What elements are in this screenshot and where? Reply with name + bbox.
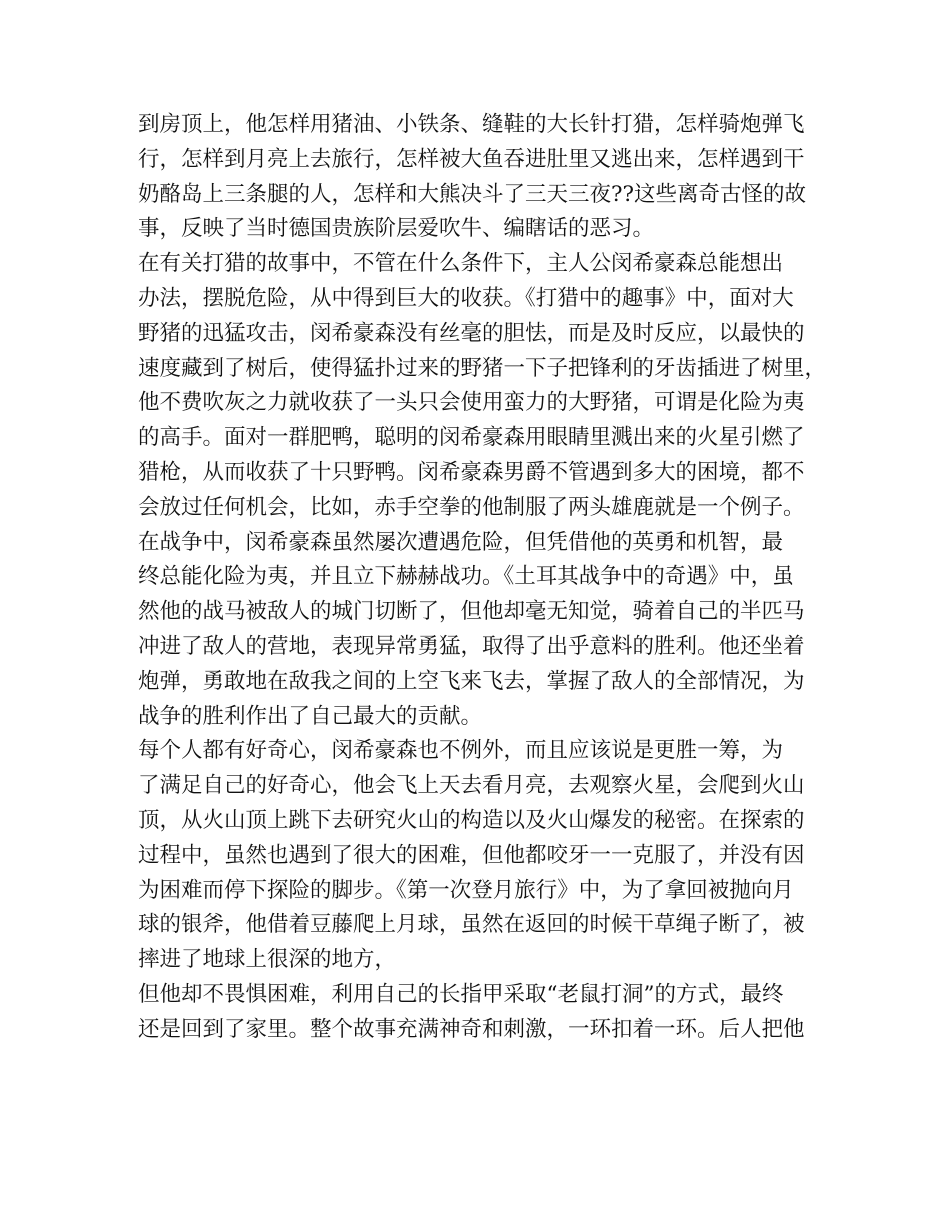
text-line: 还是回到了家里。整个故事充满神奇和刺激，一环扣着一环。后人把他 (138, 1016, 805, 1042)
text-line: 在有关打猎的故事中，不管在什么条件下，主人公闵希豪森总能想出 (138, 251, 784, 277)
text-line: 战争的胜利作出了自己最大的贡献。 (138, 703, 483, 729)
text-line: 他不费吹灰之力就收获了一头只会使用蛮力的大野猪，可谓是化险为夷 (138, 390, 805, 416)
text-line: 冲进了敌人的营地，表现异常勇猛，取得了出乎意料的胜利。他还坐着 (138, 633, 805, 659)
text-line: 球的银斧，他借着豆藤爬上月球，虽然在返回的时候干草绳子断了，被 (138, 912, 805, 938)
text-line: 但他却不畏惧困难，利用自己的长指甲采取“老鼠打洞”的方式，最终 (138, 981, 784, 1007)
text-line: 每个人都有好奇心，闵希豪森也不例外，而且应该说是更胜一筹，为 (138, 738, 784, 764)
text-line: 了满足自己的好奇心，他会飞上天去看月亮，去观察火星，会爬到火山 (138, 773, 805, 799)
text-line: 炮弹，勇敢地在敌我之间的上空飞来飞去，掌握了敌人的全部情况，为 (138, 668, 805, 694)
text-line: 办法，摆脱危险，从中得到巨大的收获。《打猎中的趣事》中，面对大 (138, 285, 794, 311)
text-line: 在战争中，闵希豪森虽然屡次遭遇危险，但凭借他的英勇和机智，最 (138, 529, 784, 555)
text-line: 终总能化险为夷，并且立下赫赫战功。《土耳其战争中的奇遇》中，虽 (138, 564, 794, 590)
text-line: 事，反映了当时德国贵族阶层爱吹牛、编瞎话的恶习。 (138, 216, 655, 242)
text-line: 野猪的迅猛攻击，闵希豪森没有丝毫的胆怯，而是及时反应，以最快的 (138, 320, 805, 346)
text-line: 奶酪岛上三条腿的人，怎样和大熊决斗了三天三夜??这些离奇古怪的故 (138, 181, 807, 207)
text-line: 顶，从火山顶上跳下去研究火山的构造以及火山爆发的秘密。在探索的 (138, 807, 805, 833)
text-line: 速度藏到了树后，使得猛扑过来的野猪一下子把锋利的牙齿插进了树里， (138, 355, 827, 381)
text-line: 行，怎样到月亮上去旅行，怎样被大鱼吞进肚里又逃出来，怎样遇到干 (138, 146, 805, 172)
text-line: 的高手。面对一群肥鸭，聪明的闵希豪森用眼睛里溅出来的火星引燃了 (138, 425, 805, 451)
text-line: 然他的战马被敌人的城门切断了，但他却毫无知觉，骑着自己的半匹马 (138, 599, 805, 625)
text-line: 为困难而停下探险的脚步。《第一次登月旅行》中，为了拿回被抛向月 (138, 877, 794, 903)
text-line: 猎枪，从而收获了十只野鸭。闵希豪森男爵不管遇到多大的困境，都不 (138, 459, 805, 485)
body-text (138, 108, 828, 1048)
text-line: 到房顶上，他怎样用猪油、小铁条、缝鞋的大长针打猎，怎样骑炮弹飞 (138, 112, 805, 137)
text-line: 会放过任何机会，比如，赤手空拳的他制服了两头雄鹿就是一个例子。 (138, 494, 805, 520)
text-line: 过程中，虽然也遇到了很大的困难，但他都咬牙一一克服了，并没有因 (138, 842, 805, 868)
text-line: 摔进了地球上很深的地方， (138, 947, 397, 973)
